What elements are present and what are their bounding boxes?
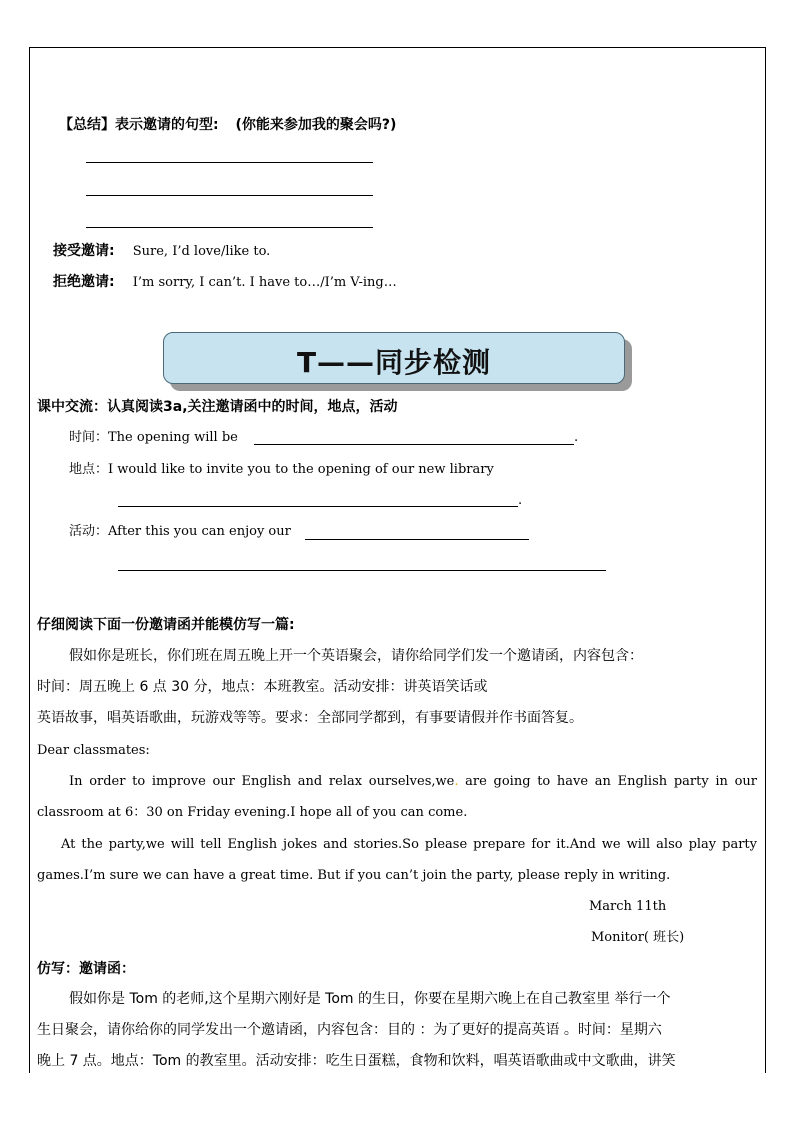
letter-line-2: classroom at 6：30 on Friday evening.I hope all of you can come. <box>37 805 468 820</box>
activity-row <box>69 523 291 541</box>
time-blank[interactable] <box>254 444 574 445</box>
activity-label: 活动： <box>69 524 109 539</box>
reading-prompt-3: 英语故事，唱英语歌曲，玩游戏等等。要求：全部同学都到，有事要请假并作书面答复。 <box>37 710 583 726</box>
refuse-label: 拒绝邀请: <box>53 274 115 290</box>
banner-title: T——同步检测 <box>296 346 492 379</box>
refuse-text: I’m sorry, I can’t. I have to…/I’m V-ing… <box>132 275 397 290</box>
activity-text: After this you can enjoy our <box>108 524 291 539</box>
letter-date: March 11th <box>589 899 667 914</box>
letter-signature: Monitor( 班长) <box>591 930 685 945</box>
page-frame <box>29 47 766 1073</box>
place-blank[interactable] <box>118 506 518 507</box>
accept-label: 接受邀请: <box>53 243 115 259</box>
imitation-prompt-3: 晚上 7 点。地点：Tom 的教室里。活动安排：吃生日蛋糕，食物和饮料，唱英语歌曲或中文歌曲，讲笑 <box>37 1053 676 1069</box>
reading-prompt-1: 假如你是班长，你们班在周五晚上开一个英语聚会，请你给同学们发一个邀请函，内容包含： <box>69 648 643 664</box>
answer-blank-3[interactable] <box>86 227 373 228</box>
summary-hint: (你能来参加我的聚会吗?) <box>235 117 397 133</box>
time-text: The opening will be <box>108 430 238 445</box>
time-row <box>69 429 238 447</box>
answer-blank-1[interactable] <box>86 162 373 163</box>
exchange-heading: 课中交流：认真阅读3a,关注邀请函中的时间，地点，活动 <box>37 399 398 415</box>
imitation-prompt-2: 生日聚会，请你给你的同学发出一个邀请函，内容包含：目的 ：为了更好的提高英语 。时间：星期六 <box>37 1022 662 1038</box>
section-banner <box>163 332 625 384</box>
activity-blank-1[interactable] <box>305 539 529 540</box>
imitation-heading: 仿写：邀请函： <box>37 961 135 977</box>
letter-line-1a: In order to improve our English and relax ourselves,we <box>69 774 455 789</box>
imitation-prompt-1: 假如你是 Tom 的老师,这个星期六刚好是 Tom 的生日，你要在星期六晚上在自己教室里 举行一个 <box>69 991 671 1007</box>
activity-blank-2[interactable] <box>118 570 606 571</box>
time-label: 时间： <box>69 430 109 445</box>
place-label: 地点： <box>69 462 109 477</box>
time-end: . <box>574 430 579 445</box>
refuse-row <box>53 273 397 292</box>
reading-heading: 仔细阅读下面一份邀请函并能模仿写一篇: <box>37 617 295 633</box>
letter-line-1 <box>69 773 757 791</box>
accept-text: Sure, I’d love/like to. <box>132 244 271 259</box>
place-text: I would like to invite you to the opening of our new library <box>108 462 494 477</box>
answer-blank-2[interactable] <box>86 195 373 196</box>
letter-line-1b: are going to have an English party in our <box>465 774 757 789</box>
letter-line-3: At the party,we will tell English jokes and stories.So please prepare for it.And we will also play party <box>61 837 757 852</box>
summary-heading <box>59 116 396 134</box>
letter-dot: . <box>454 774 459 789</box>
place-end: . <box>518 493 523 508</box>
letter-line-4: games.I’m sure we can have a great time. But if you can’t join the party, please reply in writing. <box>37 868 671 883</box>
place-row <box>69 461 494 479</box>
letter-greeting: Dear classmates: <box>37 743 150 758</box>
reading-prompt-2: 时间：周五晚上 6 点 30 分，地点：本班教室。活动安排：讲英语笑话或 <box>37 679 488 695</box>
accept-row <box>53 242 270 261</box>
summary-heading-text: 【总结】表示邀请的句型: <box>59 117 219 133</box>
